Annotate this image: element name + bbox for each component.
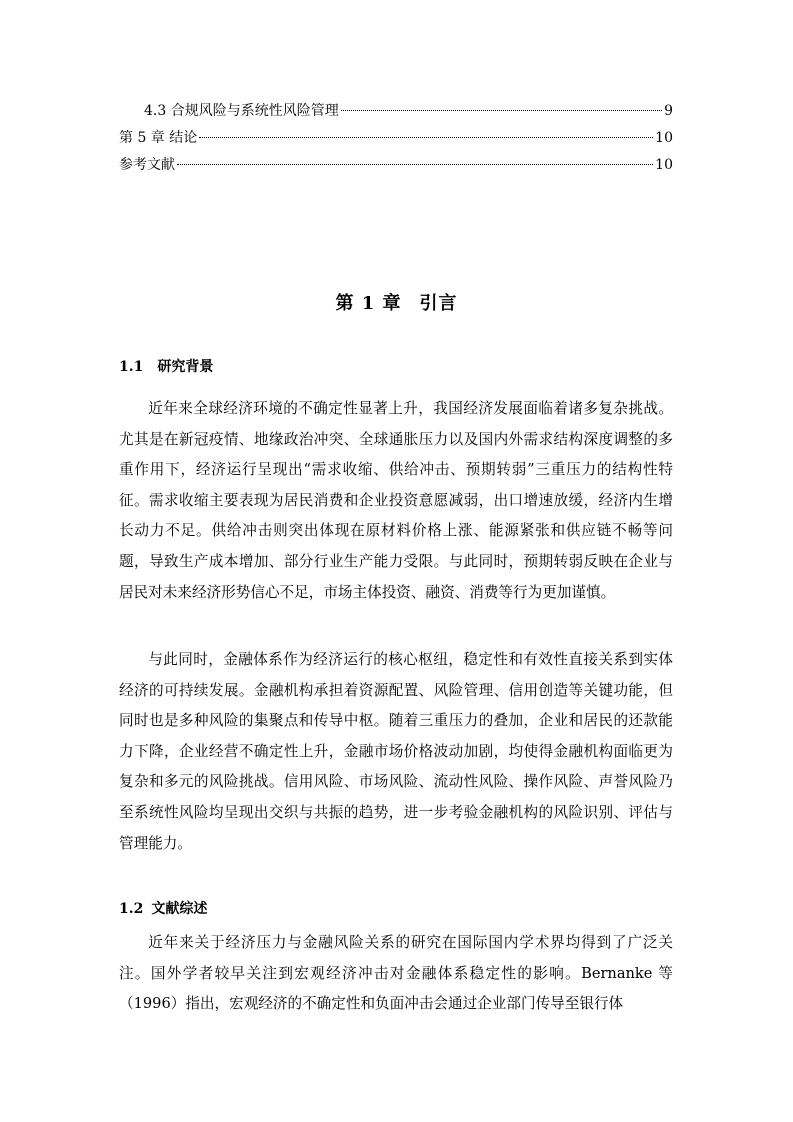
section-heading <box>119 898 207 918</box>
body-paragraph: 近年来全球经济环境的不确定性显著上升，我国经济发展面临着诸多复杂挑战。尤其是在新冠疫情、地缘政治冲突、全球通胀压力以及国内外需求结构深度调整的多重作用下，经济运行呈现出“需求收缩、供给冲击、预期转弱”三重压力的结构性特征。需求收缩主要表现为居民消费和企业投资意愿减弱，出口增速放缓，经济内生增长动力不足。供给冲击则突出体现在原材料价格上涨、能源紧张和供应链不畅等问题，导致生产成本增加、部分行业生产能力受限。与此同时，预期转弱反映在企业与居民对未来经济形势信心不足，市场主体投资、融资、消费等行为更加谨慎。 <box>119 400 673 601</box>
section-title: 文献综述 <box>151 901 208 917</box>
toc-dot-leader <box>199 137 653 138</box>
toc-entry-page: 10 <box>655 130 673 146</box>
toc-dot-leader <box>177 164 653 165</box>
toc-entry-label: 4.3 合规风险与系统性风险管理 <box>144 103 339 119</box>
toc-entry-label: 参考文献 <box>119 157 175 173</box>
chapter-name: 引言 <box>419 293 458 314</box>
table-of-contents <box>119 102 673 183</box>
toc-entry-page: 10 <box>655 157 673 173</box>
section-title: 研究背景 <box>157 359 214 375</box>
toc-entry[interactable] <box>119 102 673 129</box>
chapter-number: 第 1 章 <box>335 293 402 314</box>
toc-entry-label: 第 5 章 结论 <box>119 130 198 146</box>
chapter-title <box>0 289 793 315</box>
toc-entry-page: 9 <box>664 103 673 119</box>
toc-entry[interactable] <box>119 129 673 156</box>
body-paragraph: 与此同时，金融体系作为经济运行的核心枢纽，稳定性和有效性直接关系到实体经济的可持续发展。金融机构承担着资源配置、风险管理、信用创造等关键功能，但同时也是多种风险的集聚点和传导中枢。随着三重压力的叠加，企业和居民的还款能力下降，企业经营不确定性上升，金融市场价格波动加剧，均使得金融机构面临更为复杂和多元的风险挑战。信用风险、市场风险、流动性风险、操作风险、声誉风险乃至系统性风险均呈现出交织与共振的趋势，进一步考验金融机构的风险识别、评估与管理能力。 <box>119 651 673 852</box>
toc-entry[interactable] <box>119 156 673 183</box>
toc-dot-leader <box>341 110 662 111</box>
section-number: 1.2 <box>119 901 144 917</box>
section-number: 1.1 <box>119 359 144 375</box>
body-paragraph: 近年来关于经济压力与金融风险关系的研究在国际国内学术界均得到了广泛关注。国外学者较早关注到宏观经济冲击对金融体系稳定性的影响。Bernanke 等（1996）指出，宏观经济的不确定性和负面冲击会通过企业部门传导至银行体 <box>119 934 673 1013</box>
section-heading <box>119 356 213 376</box>
